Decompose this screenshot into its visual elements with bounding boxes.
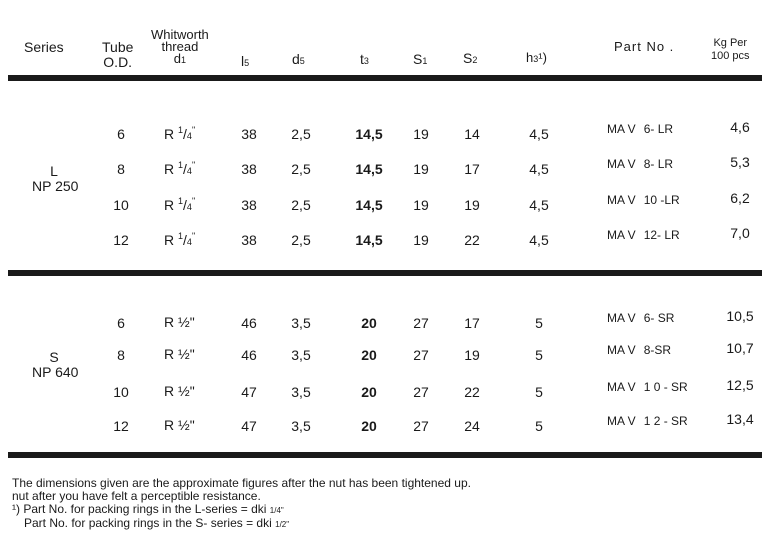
cell-thread: R ½" [164,383,195,399]
cell-kg: 5,3 [730,154,750,170]
cell-s1: 27 [413,315,429,331]
cell-part-no: MA V 6- SR [607,311,675,325]
header-kg-per [711,37,750,63]
header-t3: t3 [360,51,369,67]
cell-h3: 4,5 [529,197,549,213]
cell-l5: 38 [241,126,257,142]
notes [12,477,471,531]
cell-d5: 3,5 [291,418,311,434]
note-line2: nut after you have felt a perceptible resistance. [12,489,261,503]
cell-thread: R $^1$/4" [164,196,196,213]
cell-h3: 4,5 [529,126,549,142]
header-tube-line2: O.D. [103,54,133,70]
cell-kg: 10,5 [726,308,754,324]
cell-s1: 27 [413,384,429,400]
header-whitworth [151,29,209,66]
cell-kg: 13,4 [726,411,754,427]
cell-od: 8 [117,161,125,177]
cell-l5: 47 [241,418,257,434]
cell-d5: 2,5 [291,232,311,248]
cell-thread: R $^1$/4" [164,125,196,142]
cell-l5: 38 [241,232,257,248]
cell-s2: 22 [464,232,480,248]
cell-l5: 47 [241,384,257,400]
header-part-no: Part No . [614,39,675,54]
note-line3: ¹) Part No. for packing rings in the L-series = dki 1/4" [12,502,284,516]
header-d5: d5 [292,51,305,67]
cell-t3: 14,5 [355,197,383,213]
cell-kg: 10,7 [726,340,754,356]
cell-s2: 24 [464,418,480,434]
cell-part-no: MA V 8- LR [607,157,674,171]
header-whitworth-line1: Whitworth [151,27,209,42]
cell-l5: 46 [241,315,257,331]
cell-s1: 27 [413,347,429,363]
cell-t3: 20 [361,384,377,400]
header-rule [8,75,762,81]
cell-od: 6 [117,315,125,331]
cell-t3: 20 [361,315,377,331]
cell-part-no: MA V 6- LR [607,122,674,136]
cell-t3: 20 [361,347,377,363]
cell-h3: 5 [535,384,543,400]
note-line1: The dimensions given are the approximate figures after the nut has been tightened up. [12,476,471,490]
cell-kg: 12,5 [726,377,754,393]
header-kg-line1: Kg Per [713,37,748,49]
cell-part-no: MA V 12- LR [607,228,680,242]
cell-t3: 14,5 [355,232,383,248]
header-kg-line2: 100 pcs [711,50,750,62]
series-s-code: S [49,349,59,365]
cell-h3: 5 [535,347,543,363]
header-whitworth-line2: thread [161,39,199,54]
group-divider [8,270,762,276]
cell-od: 12 [113,418,129,434]
cell-s2: 17 [464,315,480,331]
cell-h3: 5 [535,315,543,331]
series-l-code: L [50,163,58,179]
header-s1: S1 [413,51,428,67]
cell-thread: R $^1$/4" [164,231,196,248]
cell-s2: 17 [464,161,480,177]
cell-part-no: MA V 8-SR [607,343,672,357]
cell-part-no: MA V 1 2 - SR [607,414,688,428]
series-l-np: NP 250 [32,178,79,194]
cell-h3: 4,5 [529,232,549,248]
cell-d5: 3,5 [291,315,311,331]
header-tube-line1: Tube [102,39,134,55]
cell-d5: 2,5 [291,126,311,142]
cell-s2: 22 [464,384,480,400]
cell-thread: R $^1$/4" [164,160,196,177]
cell-l5: 46 [241,347,257,363]
cell-s1: 19 [413,197,429,213]
cell-d5: 3,5 [291,384,311,400]
cell-t3: 14,5 [355,161,383,177]
cell-d5: 2,5 [291,197,311,213]
cell-t3: 14,5 [355,126,383,142]
cell-thread: R ½" [164,417,195,433]
series-label-l [32,163,79,194]
cell-part-no: MA V 10 -LR [607,193,680,207]
header-tube [102,40,133,70]
cell-l5: 38 [241,197,257,213]
cell-kg: 6,2 [730,190,750,206]
cell-od: 10 [113,197,129,213]
cell-kg: 7,0 [730,225,750,241]
header-s2: S2 [463,50,478,66]
cell-t3: 20 [361,418,377,434]
header-l5: l5 [241,53,250,69]
cell-kg: 4,6 [730,119,750,135]
cell-od: 10 [113,384,129,400]
cell-s2: 19 [464,197,480,213]
cell-d5: 3,5 [291,347,311,363]
cell-h3: 5 [535,418,543,434]
cell-s1: 19 [413,232,429,248]
note-line4: Part No. for packing rings in the S- series = dki 1/2" [24,516,290,530]
cell-l5: 38 [241,161,257,177]
footer-rule [8,452,762,458]
cell-part-no: MA V 1 0 - SR [607,380,688,394]
cell-s1: 27 [413,418,429,434]
cell-s1: 19 [413,126,429,142]
header-h3: h3¹) [526,50,547,65]
header-series: Series [24,39,64,55]
cell-h3: 4,5 [529,161,549,177]
cell-thread: R ½" [164,346,195,362]
cell-s1: 19 [413,161,429,177]
cell-s2: 19 [464,347,480,363]
header-d1: d1 [173,51,187,66]
cell-od: 12 [113,232,129,248]
cell-od: 8 [117,347,125,363]
series-label-s [32,349,79,380]
cell-s2: 14 [464,126,480,142]
cell-d5: 2,5 [291,161,311,177]
cell-thread: R ½" [164,314,195,330]
series-s-np: NP 640 [32,364,79,380]
cell-od: 6 [117,126,125,142]
